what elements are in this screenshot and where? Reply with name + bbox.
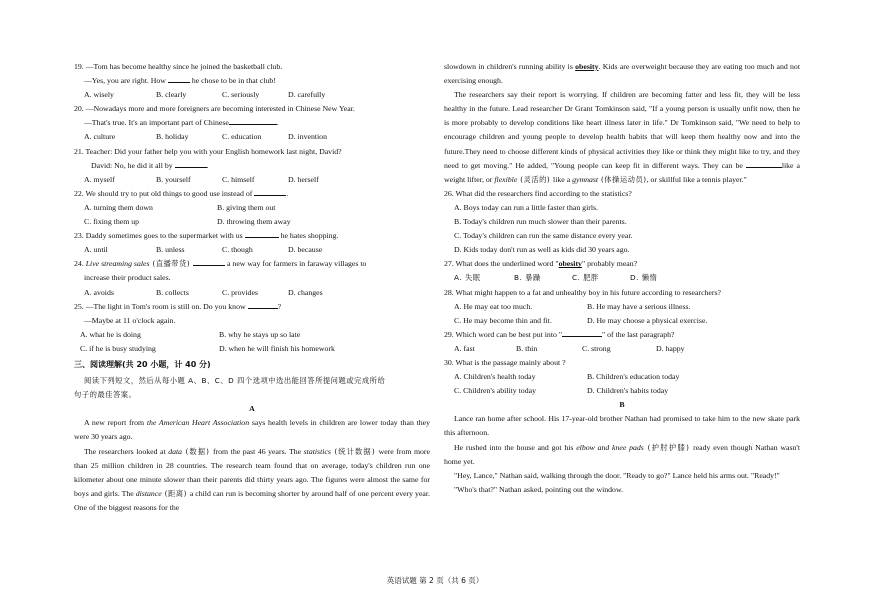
q22-option-a[interactable]: A. turning them down xyxy=(84,202,153,212)
q30-options-1 xyxy=(444,370,800,384)
q20-option-c[interactable]: C. education xyxy=(222,132,262,142)
q25-options-1 xyxy=(74,328,430,342)
q20-stem: 20. —Nowadays more and more foreigners are becoming interested in Chinese New Year. xyxy=(74,104,355,114)
passage-b-paragraph-3: "Hey, Lance," Nathan said, walking through the door. "Ready to go?" Lance held his arms out. "Ready!" xyxy=(454,470,780,480)
right-column xyxy=(444,60,800,497)
q30-option-a[interactable]: A. Children's health today xyxy=(454,372,536,382)
q28-option-c[interactable]: C. He may become thin and fit. xyxy=(454,315,552,325)
q28-option-b[interactable]: B. He may have a serious illness. xyxy=(587,301,691,311)
q23-options xyxy=(74,243,430,257)
section-3-heading: 三、阅读理解(共 20 小题，计 40 分) xyxy=(74,359,211,369)
q26-option-b[interactable]: B. Today's children run much slower than their parents. xyxy=(454,217,627,227)
q21-options xyxy=(74,173,430,187)
q24-option-d[interactable]: D. changes xyxy=(288,287,323,297)
q29-options xyxy=(444,342,800,356)
q30-option-d[interactable]: D. Children's habits today xyxy=(587,386,669,396)
passage-b-paragraph-4: "Who's that?" Nathan asked, pointing out the window. xyxy=(454,484,624,494)
page-footer: 英语试题 第 2 页（共 6 页） xyxy=(386,576,484,585)
q28-stem: 28. What might happen to a fat and unhealthy boy in his future according to researchers? xyxy=(444,287,721,297)
q22-options-2 xyxy=(74,215,430,229)
q27-option-b[interactable]: B. 暴躁 xyxy=(514,273,541,283)
q21-line2: David: No, he did it all by . xyxy=(91,160,209,170)
q27-option-a[interactable]: A. 失眠 xyxy=(454,273,481,283)
q21-option-c[interactable]: C. himself xyxy=(222,174,255,184)
q19-option-d[interactable]: D. carefully xyxy=(288,90,326,100)
q23-stem: 23. Daddy sometimes goes to the supermarket with us he hates shopping. xyxy=(74,231,339,241)
q29-option-b[interactable]: B. thin xyxy=(516,343,538,353)
q27-option-c[interactable]: C. 肥胖 xyxy=(572,273,599,283)
q30-options-2 xyxy=(444,384,800,398)
passage-a-label: A xyxy=(249,404,255,414)
left-column xyxy=(74,60,430,515)
q22-option-c[interactable]: C. fixing them up xyxy=(84,217,140,227)
q27-option-d[interactable]: D. 懒惰 xyxy=(630,273,658,283)
q26-stem: 26. What did the researchers find according to the statistics? xyxy=(444,188,632,198)
q24-option-a[interactable]: A. avoids xyxy=(84,287,114,297)
q22-options-1 xyxy=(74,201,430,215)
passage-a-paragraph-3: The researchers say their report is worrying. If children are becoming fatter and less fit, they will be less healthy in the future. Lead researcher Dr Grant Tomkinson said, "If a young person is usually unfit now, then he is more probably to develop conditions like heart illness later in life." Dr Tomkinson said, "We need to help to encourage children and young people to develop health habits that will keep them healthy now and into the future.They need to choose different kinds of physical activities they like or think they might like to try, and they need to get moving." He added, "Young people can keep fit in different ways. They can be like a weight lifter, or flexible (灵活的) like a gymnast (体操运动员), or skillful like a tennis player." xyxy=(444,90,800,184)
q25-option-c[interactable]: C. if he is busy studying xyxy=(80,343,156,353)
passage-a-paragraph-2: The researchers looked at data (数据) from the past 46 years. The statistics (统计数据) were from more than 25 million children in 28 countries. The research team found that on average, today's children run one kilometer about one minute slower than their parents did thirty years ago. The figures were almost the same for boys and girls. The distance (距离) a child can run is becoming shorter by around half of one percent every year. One of the biggest reasons for the xyxy=(74,446,430,512)
q19-options xyxy=(74,88,430,102)
q20-options xyxy=(74,130,430,144)
q29-option-c[interactable]: C. strong xyxy=(582,343,611,353)
q24-option-c[interactable]: C. provides xyxy=(222,287,258,297)
q26-option-d[interactable]: D. Kids today don't run as well as kids did 30 years ago. xyxy=(454,245,630,255)
q22-option-b[interactable]: B. giving them out xyxy=(217,202,276,212)
q21-option-b[interactable]: B. yourself xyxy=(156,174,191,184)
q28-option-a[interactable]: A. He may eat too much. xyxy=(454,301,533,311)
q20-option-b[interactable]: B. holiday xyxy=(156,132,189,142)
q30-option-c[interactable]: C. Children's ability today xyxy=(454,386,536,396)
q19-option-a[interactable]: A. wisely xyxy=(84,90,114,100)
q24-stem: 24. Live streaming sales (直播带货) a new way for farmers in faraway villages to xyxy=(74,259,367,269)
q22-stem: 22. We should try to put old things to good use instead of . xyxy=(74,188,289,198)
passage-a-continuation: slowdown in children's running ability is obesity. Kids are overweight because they are eating too much and not exercising enough. xyxy=(444,62,800,86)
q25-stem: 25. —The light in Tom's room is still on. Do you know ? xyxy=(74,301,282,311)
q20-line2: —That's true. It's an important part of Chinese . xyxy=(84,118,279,128)
q20-option-d[interactable]: D. invention xyxy=(288,132,327,142)
q23-option-b[interactable]: B. unless xyxy=(156,245,185,255)
q19-stem: 19. —Tom has become healthy since he joined the basketball club. xyxy=(74,62,283,71)
q29-stem: 29. Which word can be best put into " " of the last paragraph? xyxy=(444,329,675,339)
q25-option-d[interactable]: D. when he will finish his homework xyxy=(219,343,335,353)
q29-option-d[interactable]: D. happy xyxy=(656,343,685,353)
q27-options xyxy=(444,271,800,285)
q29-option-a[interactable]: A. fast xyxy=(454,343,475,353)
q23-option-c[interactable]: C. though xyxy=(222,245,253,255)
q28-options-1 xyxy=(444,300,800,314)
section-3-instructions-1: 阅读下列短文，然后从每小题 A、B、C、D 四个选项中选出能回答所提问题或完成所给 xyxy=(84,376,386,386)
passage-b-label: B xyxy=(619,400,625,410)
q27-stem: 27. What does the underlined word "obesity" probably mean? xyxy=(444,259,638,269)
q22-option-d[interactable]: D. throwing them away xyxy=(217,217,291,227)
passage-a-paragraph-1: A new report from the American Heart Association says health levels in children are lower today than they were 30 years ago. xyxy=(74,418,430,442)
q23-option-a[interactable]: A. until xyxy=(84,245,108,255)
q21-stem: 21. Teacher: Did your father help you with your English homework last night, David? xyxy=(74,146,342,156)
q24-option-b[interactable]: B. collects xyxy=(156,287,189,297)
q21-option-a[interactable]: A. myself xyxy=(84,174,115,184)
q24-line2: increase their product sales. xyxy=(84,273,171,283)
passage-b-paragraph-2: He rushed into the house and got his elbow and knee pads (护肘护膝) ready even though Nathan wasn't home yet. xyxy=(444,442,800,466)
q28-options-2 xyxy=(444,314,800,328)
q23-option-d[interactable]: D. because xyxy=(288,245,323,255)
q30-option-b[interactable]: B. Children's education today xyxy=(587,372,680,382)
q25-line2: —Maybe at 11 o'clock again. xyxy=(84,315,176,325)
q28-option-d[interactable]: D. He may choose a physical exercise. xyxy=(587,315,708,325)
q25-option-a[interactable]: A. what he is doing xyxy=(80,329,141,339)
q21-option-d[interactable]: D. herself xyxy=(288,174,319,184)
q20-option-a[interactable]: A. culture xyxy=(84,132,116,142)
q26-option-c[interactable]: C. Today's children can run the same distance every year. xyxy=(454,231,633,241)
q19-option-c[interactable]: C. seriously xyxy=(222,90,260,100)
q19-option-b[interactable]: B. clearly xyxy=(156,90,187,100)
passage-b-paragraph-1: Lance ran home after school. His 17-year-old brother Nathan had promised to take him to the new skate park this afternoon. xyxy=(444,414,800,438)
q30-stem: 30. What is the passage mainly about ? xyxy=(444,357,566,367)
q25-option-b[interactable]: B. why he stays up so late xyxy=(219,329,301,339)
q19-line2: —Yes, you are right. How he chose to be in that club! xyxy=(84,76,276,86)
q24-options xyxy=(74,286,430,300)
q26-option-a[interactable]: A. Boys today can run a little faster than girls. xyxy=(454,202,598,212)
section-3-instructions-2: 句子的最佳答案。 xyxy=(74,390,137,400)
q25-options-2 xyxy=(74,342,430,356)
